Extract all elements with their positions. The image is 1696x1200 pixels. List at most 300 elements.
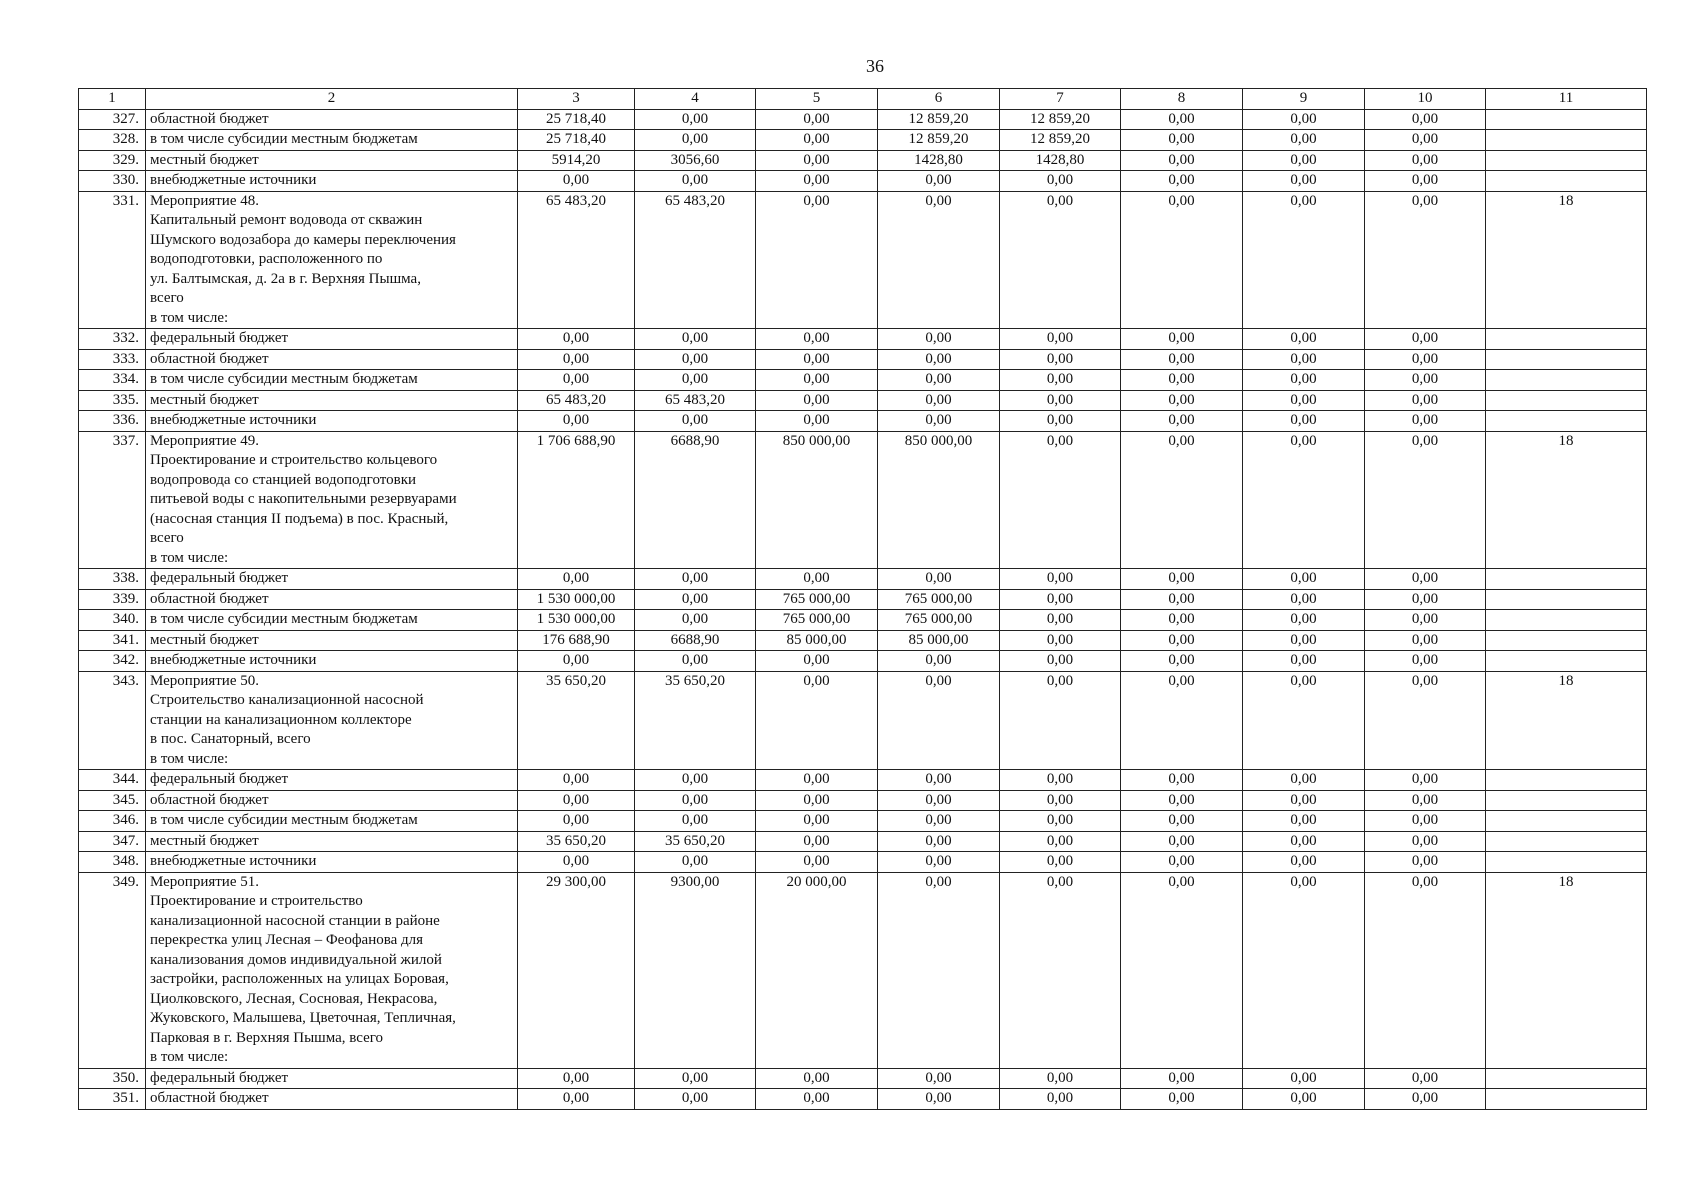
value-cell: 0,00	[1243, 770, 1365, 791]
value-cell: 0,00	[756, 349, 878, 370]
row-number: 345.	[79, 790, 146, 811]
row-number: 332.	[79, 329, 146, 350]
value-cell: 0,00	[635, 171, 756, 192]
value-cell: 0,00	[1243, 431, 1365, 569]
value-cell: 0,00	[756, 370, 878, 391]
table-row	[79, 130, 1647, 151]
value-cell: 0,00	[1365, 150, 1486, 171]
value-cell: 0,00	[1243, 370, 1365, 391]
value-cell: 0,00	[1365, 651, 1486, 672]
description-line: в том числе субсидии местным бюджетам	[150, 371, 418, 387]
value-cell: 0,00	[1000, 651, 1121, 672]
value-cell: 0,00	[756, 831, 878, 852]
row-description	[146, 130, 518, 151]
value-cell: 0,00	[635, 651, 756, 672]
value-cell: 765 000,00	[878, 610, 1000, 631]
table-row	[79, 651, 1647, 672]
value-cell: 0,00	[635, 790, 756, 811]
value-cell: 0,00	[1243, 109, 1365, 130]
description-line: водоподготовки, расположенного по	[150, 251, 383, 267]
value-cell: 6688,90	[635, 630, 756, 651]
value-cell: 0,00	[878, 191, 1000, 329]
description-line: местный бюджет	[150, 391, 259, 408]
value-cell: 0,00	[1243, 191, 1365, 329]
value-cell: 1 706 688,90	[518, 431, 635, 569]
target-ref-cell	[1486, 852, 1647, 873]
value-cell: 0,00	[1365, 872, 1486, 1068]
value-cell: 85 000,00	[878, 630, 1000, 651]
value-cell: 0,00	[1365, 569, 1486, 590]
value-cell: 29 300,00	[518, 872, 635, 1068]
row-description	[146, 852, 518, 873]
value-cell: 12 859,20	[878, 109, 1000, 130]
description-line: Проектирование и строительство кольцевого	[150, 452, 438, 468]
value-cell: 850 000,00	[756, 431, 878, 569]
value-cell: 0,00	[1000, 569, 1121, 590]
value-cell: 0,00	[635, 349, 756, 370]
value-cell: 0,00	[1243, 852, 1365, 873]
value-cell: 0,00	[1243, 171, 1365, 192]
value-cell: 0,00	[635, 610, 756, 631]
value-cell: 0,00	[1000, 811, 1121, 832]
value-cell: 0,00	[756, 130, 878, 151]
header-cell: 5	[756, 89, 878, 110]
row-number: 341.	[79, 630, 146, 651]
description-line: Мероприятие 49.	[150, 432, 259, 449]
row-description	[146, 651, 518, 672]
value-cell: 0,00	[1121, 569, 1243, 590]
description-line: в том числе:	[150, 1049, 229, 1065]
row-number: 346.	[79, 811, 146, 832]
description-line: станции на канализационном коллекторе	[150, 711, 412, 728]
value-cell: 850 000,00	[878, 431, 1000, 569]
value-cell: 0,00	[878, 852, 1000, 873]
value-cell: 0,00	[635, 589, 756, 610]
description-line: Мероприятие 50.	[150, 672, 259, 689]
row-description	[146, 811, 518, 832]
target-ref-cell	[1486, 569, 1647, 590]
row-description	[146, 872, 518, 1068]
value-cell: 0,00	[1121, 109, 1243, 130]
value-cell: 0,00	[1365, 589, 1486, 610]
value-cell: 765 000,00	[756, 589, 878, 610]
value-cell: 0,00	[1243, 130, 1365, 151]
value-cell: 0,00	[1000, 1089, 1121, 1110]
target-ref-cell	[1486, 610, 1647, 631]
value-cell: 25 718,40	[518, 109, 635, 130]
description-line: в том числе субсидии местным бюджетам	[150, 611, 418, 627]
target-ref-cell: 18	[1486, 671, 1647, 770]
table-row	[79, 770, 1647, 791]
table-row	[79, 171, 1647, 192]
target-ref-cell	[1486, 790, 1647, 811]
row-description	[146, 411, 518, 432]
value-cell: 0,00	[1121, 651, 1243, 672]
table-row	[79, 150, 1647, 171]
value-cell: 0,00	[635, 1089, 756, 1110]
row-description	[146, 370, 518, 391]
table-row	[79, 589, 1647, 610]
value-cell: 0,00	[756, 651, 878, 672]
row-number: 348.	[79, 852, 146, 873]
value-cell: 0,00	[1365, 431, 1486, 569]
value-cell: 85 000,00	[756, 630, 878, 651]
target-ref-cell	[1486, 349, 1647, 370]
value-cell: 0,00	[1000, 770, 1121, 791]
row-number: 327.	[79, 109, 146, 130]
value-cell: 0,00	[1121, 852, 1243, 873]
value-cell: 0,00	[1365, 630, 1486, 651]
value-cell: 0,00	[1121, 130, 1243, 151]
row-number: 335.	[79, 390, 146, 411]
value-cell: 0,00	[1243, 150, 1365, 171]
value-cell: 0,00	[878, 370, 1000, 391]
value-cell: 0,00	[1243, 411, 1365, 432]
value-cell: 0,00	[878, 671, 1000, 770]
description-line: ул. Балтымская, д. 2а в г. Верхняя Пышма,	[150, 270, 421, 287]
value-cell: 0,00	[518, 811, 635, 832]
row-description	[146, 1068, 518, 1089]
row-number: 349.	[79, 872, 146, 1068]
row-description	[146, 1089, 518, 1110]
row-number: 342.	[79, 651, 146, 672]
row-description	[146, 790, 518, 811]
row-description	[146, 589, 518, 610]
value-cell: 0,00	[1243, 1089, 1365, 1110]
value-cell: 0,00	[1121, 411, 1243, 432]
description-line: канализационной насосной станции в районе	[150, 912, 440, 929]
value-cell: 0,00	[756, 1068, 878, 1089]
description-line: в том числе:	[150, 549, 229, 566]
value-cell: 0,00	[1243, 349, 1365, 370]
target-ref-cell	[1486, 171, 1647, 192]
value-cell: 765 000,00	[878, 589, 1000, 610]
value-cell: 0,00	[1121, 349, 1243, 370]
value-cell: 35 650,20	[518, 671, 635, 770]
row-number: 334.	[79, 370, 146, 391]
row-description	[146, 390, 518, 411]
value-cell: 0,00	[756, 171, 878, 192]
table-row	[79, 1089, 1647, 1110]
value-cell: 0,00	[878, 1068, 1000, 1089]
value-cell: 0,00	[1365, 370, 1486, 391]
value-cell: 1428,80	[878, 150, 1000, 171]
value-cell: 0,00	[1365, 390, 1486, 411]
value-cell: 0,00	[1121, 150, 1243, 171]
description-line: Капитальный ремонт водовода от скважин	[150, 212, 423, 228]
row-description	[146, 329, 518, 350]
value-cell: 0,00	[1121, 1089, 1243, 1110]
value-cell: 0,00	[1365, 191, 1486, 329]
row-number: 338.	[79, 569, 146, 590]
row-description	[146, 431, 518, 569]
description-line: перекрестка улиц Лесная – Феофанова для	[150, 932, 424, 948]
description-line: федеральный бюджет	[150, 1069, 289, 1086]
value-cell: 0,00	[1365, 130, 1486, 151]
value-cell: 0,00	[878, 411, 1000, 432]
header-cell: 3	[518, 89, 635, 110]
header-cell: 6	[878, 89, 1000, 110]
row-number: 344.	[79, 770, 146, 791]
value-cell: 0,00	[1243, 569, 1365, 590]
value-cell: 0,00	[635, 811, 756, 832]
value-cell: 0,00	[1365, 329, 1486, 350]
target-ref-cell	[1486, 1068, 1647, 1089]
value-cell: 0,00	[1243, 651, 1365, 672]
table-row	[79, 811, 1647, 832]
value-cell: 0,00	[878, 790, 1000, 811]
header-cell: 9	[1243, 89, 1365, 110]
description-line: в том числе:	[150, 750, 229, 767]
row-number: 347.	[79, 831, 146, 852]
row-number: 336.	[79, 411, 146, 432]
value-cell: 0,00	[756, 329, 878, 350]
value-cell: 0,00	[635, 852, 756, 873]
value-cell: 0,00	[1243, 1068, 1365, 1089]
row-description	[146, 770, 518, 791]
value-cell: 0,00	[1121, 431, 1243, 569]
value-cell: 0,00	[1121, 610, 1243, 631]
table-row	[79, 370, 1647, 391]
value-cell: 0,00	[1121, 811, 1243, 832]
header-row	[79, 89, 1647, 110]
table-row	[79, 431, 1647, 569]
value-cell: 0,00	[1365, 610, 1486, 631]
value-cell: 0,00	[878, 390, 1000, 411]
value-cell: 1428,80	[1000, 150, 1121, 171]
value-cell: 0,00	[1121, 831, 1243, 852]
target-ref-cell: 18	[1486, 431, 1647, 569]
description-line: всего	[150, 290, 184, 306]
row-number: 329.	[79, 150, 146, 171]
description-line: всего	[150, 530, 184, 546]
value-cell: 0,00	[878, 349, 1000, 370]
value-cell: 0,00	[518, 349, 635, 370]
value-cell: 0,00	[1243, 329, 1365, 350]
description-line: в том числе субсидии местным бюджетам	[150, 131, 418, 147]
value-cell: 0,00	[756, 390, 878, 411]
value-cell: 0,00	[518, 329, 635, 350]
value-cell: 0,00	[518, 852, 635, 873]
value-cell: 0,00	[1000, 1068, 1121, 1089]
description-line: федеральный бюджет	[150, 570, 289, 586]
value-cell: 0,00	[1000, 872, 1121, 1068]
target-ref-cell	[1486, 589, 1647, 610]
value-cell: 0,00	[756, 671, 878, 770]
value-cell: 0,00	[1365, 1068, 1486, 1089]
row-number: 350.	[79, 1068, 146, 1089]
value-cell: 12 859,20	[1000, 130, 1121, 151]
header-cell: 11	[1486, 89, 1647, 110]
value-cell: 25 718,40	[518, 130, 635, 151]
row-number: 330.	[79, 171, 146, 192]
value-cell: 0,00	[1000, 349, 1121, 370]
value-cell: 0,00	[1121, 589, 1243, 610]
table-row	[79, 191, 1647, 329]
value-cell: 35 650,20	[635, 831, 756, 852]
row-description	[146, 610, 518, 631]
page-number: 36	[866, 56, 884, 76]
description-line: областной бюджет	[150, 791, 269, 808]
value-cell: 0,00	[1365, 171, 1486, 192]
value-cell: 0,00	[1243, 872, 1365, 1068]
value-cell: 65 483,20	[635, 390, 756, 411]
value-cell: 0,00	[1365, 852, 1486, 873]
value-cell: 0,00	[518, 790, 635, 811]
description-line: Циолковского, Лесная, Сосновая, Некрасова,	[150, 990, 438, 1007]
value-cell: 0,00	[1121, 872, 1243, 1068]
description-line: местный бюджет	[150, 631, 259, 648]
description-line: в том числе субсидии местным бюджетам	[150, 812, 418, 828]
table-row	[79, 872, 1647, 1068]
table-row	[79, 630, 1647, 651]
table-row	[79, 852, 1647, 873]
value-cell: 0,00	[1121, 191, 1243, 329]
row-number: 333.	[79, 349, 146, 370]
value-cell: 0,00	[635, 411, 756, 432]
value-cell: 0,00	[1365, 349, 1486, 370]
value-cell: 0,00	[1365, 109, 1486, 130]
description-line: в пос. Санаторный, всего	[150, 731, 311, 747]
value-cell: 0,00	[1121, 171, 1243, 192]
value-cell: 0,00	[1365, 811, 1486, 832]
value-cell: 0,00	[635, 370, 756, 391]
value-cell: 1 530 000,00	[518, 589, 635, 610]
value-cell: 0,00	[1243, 390, 1365, 411]
value-cell: 0,00	[518, 770, 635, 791]
value-cell: 0,00	[878, 831, 1000, 852]
value-cell: 0,00	[756, 770, 878, 791]
description-line: местный бюджет	[150, 151, 259, 168]
target-ref-cell	[1486, 770, 1647, 791]
value-cell: 0,00	[1000, 191, 1121, 329]
value-cell: 0,00	[1243, 790, 1365, 811]
value-cell: 0,00	[878, 329, 1000, 350]
header-cell: 2	[146, 89, 518, 110]
description-line: водопровода со станцией водоподготовки	[150, 471, 417, 488]
value-cell: 0,00	[1121, 370, 1243, 391]
value-cell: 0,00	[1121, 630, 1243, 651]
target-ref-cell	[1486, 411, 1647, 432]
table-row	[79, 390, 1647, 411]
row-description	[146, 150, 518, 171]
description-line: областной бюджет	[150, 1090, 269, 1106]
value-cell: 0,00	[878, 651, 1000, 672]
value-cell: 0,00	[756, 852, 878, 873]
table-row	[79, 349, 1647, 370]
target-ref-cell	[1486, 390, 1647, 411]
value-cell: 0,00	[518, 370, 635, 391]
value-cell: 0,00	[518, 1068, 635, 1089]
value-cell: 0,00	[1243, 671, 1365, 770]
value-cell: 9300,00	[635, 872, 756, 1068]
value-cell: 0,00	[1000, 790, 1121, 811]
value-cell: 0,00	[518, 411, 635, 432]
value-cell: 0,00	[1000, 610, 1121, 631]
value-cell: 65 483,20	[518, 390, 635, 411]
value-cell: 0,00	[878, 1089, 1000, 1110]
value-cell: 12 859,20	[1000, 109, 1121, 130]
value-cell: 0,00	[1000, 411, 1121, 432]
value-cell: 0,00	[635, 569, 756, 590]
value-cell: 6688,90	[635, 431, 756, 569]
value-cell: 0,00	[756, 411, 878, 432]
table-row	[79, 569, 1647, 590]
table-row	[79, 671, 1647, 770]
description-line: областной бюджет	[150, 350, 269, 367]
value-cell: 0,00	[1000, 171, 1121, 192]
value-cell: 0,00	[1365, 671, 1486, 770]
target-ref-cell: 18	[1486, 191, 1647, 329]
header-cell: 1	[79, 89, 146, 110]
description-line: питьевой воды с накопительными резервуарами	[150, 491, 457, 507]
description-line: федеральный бюджет	[150, 330, 289, 346]
value-cell: 0,00	[1121, 671, 1243, 770]
value-cell: 0,00	[635, 109, 756, 130]
value-cell: 0,00	[1000, 329, 1121, 350]
value-cell: 0,00	[1121, 1068, 1243, 1089]
value-cell: 12 859,20	[878, 130, 1000, 151]
value-cell: 20 000,00	[756, 872, 878, 1068]
value-cell: 0,00	[1365, 790, 1486, 811]
value-cell: 0,00	[878, 770, 1000, 791]
value-cell: 0,00	[1000, 589, 1121, 610]
target-ref-cell	[1486, 831, 1647, 852]
description-line: застройки, расположенных на улицах Боровая,	[150, 971, 449, 987]
description-line: федеральный бюджет	[150, 771, 289, 787]
description-line: областной бюджет	[150, 590, 269, 607]
value-cell: 0,00	[878, 569, 1000, 590]
description-line: внебюджетные источники	[150, 172, 317, 188]
header-cell: 4	[635, 89, 756, 110]
description-line: Проектирование и строительство	[150, 893, 363, 909]
value-cell: 0,00	[1000, 831, 1121, 852]
value-cell: 0,00	[1121, 770, 1243, 791]
value-cell: 5914,20	[518, 150, 635, 171]
table-row	[79, 610, 1647, 631]
value-cell: 0,00	[756, 569, 878, 590]
row-number: 337.	[79, 431, 146, 569]
value-cell: 0,00	[635, 1068, 756, 1089]
value-cell: 0,00	[1000, 431, 1121, 569]
value-cell: 0,00	[635, 329, 756, 350]
value-cell: 0,00	[1243, 831, 1365, 852]
value-cell: 0,00	[756, 150, 878, 171]
value-cell: 0,00	[1365, 831, 1486, 852]
table-row	[79, 109, 1647, 130]
value-cell: 1 530 000,00	[518, 610, 635, 631]
row-number: 340.	[79, 610, 146, 631]
value-cell: 176 688,90	[518, 630, 635, 651]
value-cell: 0,00	[1243, 811, 1365, 832]
value-cell: 0,00	[878, 811, 1000, 832]
description-line: в том числе:	[150, 309, 229, 326]
row-description	[146, 630, 518, 651]
target-ref-cell	[1486, 630, 1647, 651]
description-line: Строительство канализационной насосной	[150, 692, 424, 708]
target-ref-cell	[1486, 811, 1647, 832]
value-cell: 0,00	[878, 171, 1000, 192]
description-line: Жуковского, Малышева, Цветочная, Тепличная,	[150, 1010, 456, 1026]
description-line: внебюджетные источники	[150, 412, 317, 428]
target-ref-cell	[1486, 130, 1647, 151]
value-cell: 0,00	[1121, 790, 1243, 811]
row-description	[146, 171, 518, 192]
target-ref-cell	[1486, 329, 1647, 350]
value-cell: 765 000,00	[756, 610, 878, 631]
value-cell: 0,00	[518, 569, 635, 590]
value-cell: 0,00	[1000, 671, 1121, 770]
